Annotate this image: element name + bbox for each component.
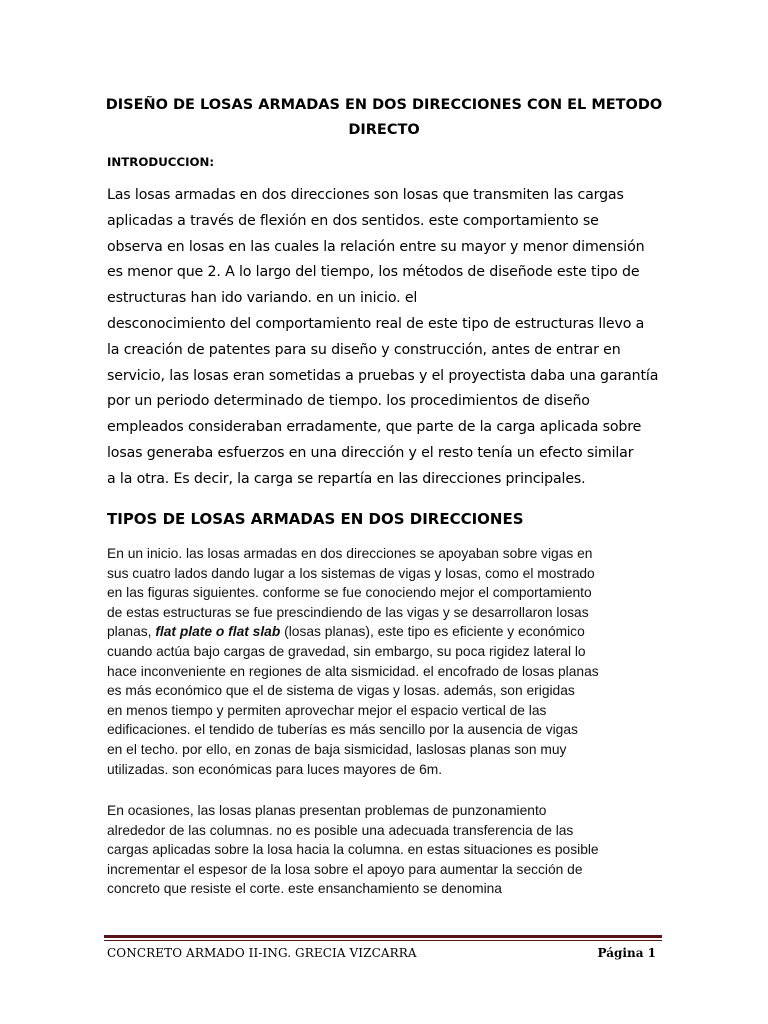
paragraph-line: hace inconveniente en regiones de alta sismicidad. el encofrado de losas planas [107, 663, 599, 679]
intro-line: empleados consideraban erradamente, que parte de la carga aplicada sobre [107, 419, 642, 436]
paragraph-line: incrementar el espesor de la losa sobre el apoyo para aumentar la sección de [107, 861, 583, 877]
footer-rule-thick [104, 935, 662, 938]
intro-line: es menor que 2. A lo largo del tiempo, los métodos de diseñode este tipo de [107, 264, 640, 281]
tipos-paragraph-2 [107, 801, 645, 899]
intro-line: Las losas armadas en dos direcciones son losas que transmiten las cargas [107, 187, 624, 203]
emphasis-suffix: (losas planas), este tipo es eficiente y económico [280, 624, 585, 640]
paragraph-line: concreto que resiste el corte. este ensanchamiento se denomina [107, 881, 502, 897]
title-line-2: DIRECTO [348, 122, 420, 138]
paragraph-line: sus cuatro lados dando lugar a los sistemas de vigas y losas, como el mostrado [107, 565, 595, 581]
intro-line: a la otra. Es decir, la carga se repartía en las direcciones principales. [107, 470, 586, 487]
paragraph-line: en el techo. por ello, en zonas de baja sismicidad, laslosas planas son muy [107, 741, 567, 757]
intro-line: losas generaba esfuerzos en una dirección y el resto tenía un efecto similar [107, 444, 634, 461]
intro-line: la creación de patentes para su diseño y construcción, antes de entrar en [107, 341, 621, 358]
intro-heading: INTRODUCCION: [107, 155, 215, 169]
footer-page-number: Página 1 [597, 946, 656, 960]
paragraph-line: es más económico que el de sistema de vigas y losas. además, son erigidas [107, 683, 575, 699]
intro-line: estructuras han ido variando. en un inicio. el [107, 290, 418, 307]
intro-paragraph [107, 183, 663, 493]
footer-course-title: CONCRETO ARMADO II-ING. GRECIA VIZCARRA [107, 946, 417, 960]
tipos-heading: TIPOS DE LOSAS ARMADAS EN DOS DIRECCIONES [107, 510, 524, 528]
paragraph-line: alrededor de las columnas. no es posible una adecuada transferencia de las [107, 822, 574, 838]
paragraph-line: cargas aplicadas sobre la losa hacia la columna. en estas situaciones es posible [107, 842, 599, 858]
paragraph-line: en menos tiempo y permiten aprovechar mejor el espacio vertical de las [107, 702, 547, 718]
footer-rule-thin [104, 940, 662, 941]
paragraph-line-emphasis [107, 622, 645, 642]
intro-line: servicio, las losas eran sometidas a pruebas y el proyectista daba una garantía [107, 367, 659, 384]
paragraph-line: En un inicio. las losas armadas en dos direcciones se apoyaban sobre vigas en [107, 546, 593, 561]
paragraph-line: En ocasiones, las losas planas presentan problemas de punzonamiento [107, 803, 547, 818]
paragraph-line: en las figuras siguientes. conforme se fue conociendo mejor el comportamiento [107, 585, 592, 601]
document-title [100, 93, 668, 143]
intro-line: desconocimiento del comportamiento real de este tipo de estructuras llevo a [107, 315, 645, 332]
intro-line: por un periodo determinado de tiempo. los procedimientos de diseño [107, 393, 590, 410]
flat-plate-emphasis: flat plate o flat slab [155, 624, 281, 640]
intro-line: aplicadas a través de flexión en dos sentidos. este comportamiento se [107, 212, 599, 229]
tipos-paragraph-1 [107, 544, 645, 779]
paragraph-line: cuando actúa bajo cargas de gravedad, sin embargo, su poca rigidez lateral lo [107, 643, 586, 659]
paragraph-line: de estas estructuras se fue prescindiendo de las vigas y se desarrollaron losas [107, 604, 589, 620]
intro-line: observa en losas en las cuales la relación entre su mayor y menor dimensión [107, 238, 645, 255]
paragraph-line: utilizadas. son económicas para luces mayores de 6m. [107, 761, 443, 777]
paragraph-line: edificaciones. el tendido de tuberías es más sencillo por la ausencia de vigas [107, 722, 578, 738]
emphasis-prefix: planas, [107, 624, 156, 640]
title-line-1: DISEÑO DE LOSAS ARMADAS EN DOS DIRECCIONES CON EL METODO [105, 97, 663, 113]
